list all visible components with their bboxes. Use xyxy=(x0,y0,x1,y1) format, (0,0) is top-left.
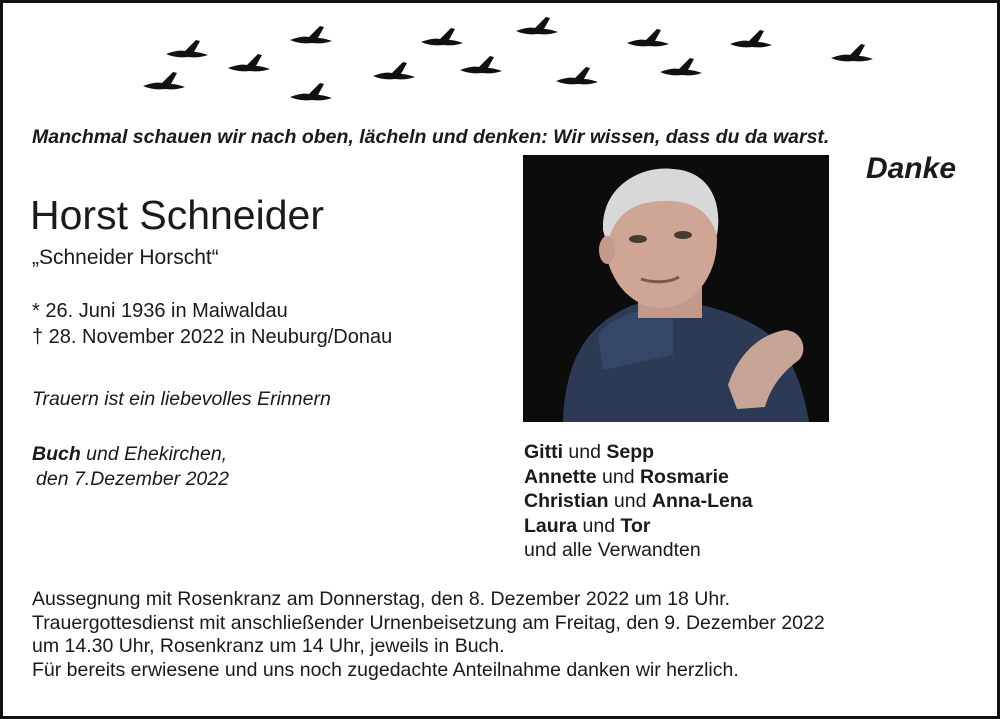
bird-icon xyxy=(421,28,463,45)
flying-birds-illustration xyxy=(0,0,1000,115)
mourner-name: Christian xyxy=(524,490,609,512)
mourner-connector: und xyxy=(596,465,640,488)
birth-info: * 26. Juni 1936 in Maiwaldau xyxy=(32,300,288,322)
deceased-name: Horst Schneider xyxy=(30,192,324,238)
funeral-line: um 14.30 Uhr, Rosenkranz um 14 Uhr, jeweils in Buch. xyxy=(32,635,505,657)
date-line: den 7.Dezember 2022 xyxy=(36,468,229,490)
mourners-closing: und alle Verwandten xyxy=(524,539,701,561)
mourner-connector: und xyxy=(563,441,607,463)
mourner-name: Anna-Lena xyxy=(651,490,753,512)
mourners-list xyxy=(524,440,753,563)
location-line xyxy=(32,443,227,466)
mourner-pair xyxy=(524,465,753,490)
funeral-line: Aussegnung mit Rosenkranz am Donnerstag, den 8. Dezember 2022 um 18 Uhr. xyxy=(32,588,731,610)
mourner-name: Rosmarie xyxy=(639,465,729,488)
death-info: † 28. November 2022 in Neuburg/Donau xyxy=(32,326,393,348)
bird-icon xyxy=(290,26,332,43)
bird-icon xyxy=(627,29,669,46)
mourner-name: Annette xyxy=(524,465,597,488)
thanks-title: Danke xyxy=(865,152,956,185)
portrait-illustration xyxy=(523,155,829,422)
portrait-photo xyxy=(523,155,829,422)
mourner-name: Sepp xyxy=(606,441,655,463)
bird-icon xyxy=(516,17,558,34)
bird-icon xyxy=(228,54,270,71)
mourner-name: Tor xyxy=(620,514,651,537)
deceased-nickname: „Schneider Horscht“ xyxy=(32,246,219,269)
mourner-name: Laura xyxy=(524,514,578,537)
funeral-line: Trauergottesdienst mit anschließender Urnenbeisetzung am Freitag, den 9. Dezember 2022 xyxy=(32,611,825,634)
bird-icon xyxy=(166,40,208,57)
bird-icon xyxy=(831,44,873,61)
mourner-pair xyxy=(524,440,753,465)
bird-icon xyxy=(290,83,332,100)
mourner-connector: und xyxy=(608,490,652,512)
mourner-name: Gitti xyxy=(524,441,563,463)
location-rest: und Ehekirchen, xyxy=(80,443,228,465)
bird-icon xyxy=(660,58,702,75)
bird-icon xyxy=(556,67,598,84)
mourner-connector: und xyxy=(577,514,621,537)
motto-text: Manchmal schauen wir nach oben, lächeln und denken: Wir wissen, dass du da warst. xyxy=(32,126,830,148)
funeral-line: Für bereits erwiesene und uns noch zugedachte Anteilnahme danken wir herzlich. xyxy=(32,658,739,681)
bird-icon xyxy=(460,56,502,73)
funeral-details xyxy=(32,588,825,682)
bird-icon xyxy=(143,72,185,89)
location-place: Buch xyxy=(32,443,81,465)
bird-icon xyxy=(730,30,772,47)
mourner-pair xyxy=(524,489,753,514)
mourning-quote: Trauern ist ein liebevolles Erinnern xyxy=(32,388,331,410)
mourner-pair xyxy=(524,514,753,539)
bird-icon xyxy=(373,62,415,79)
